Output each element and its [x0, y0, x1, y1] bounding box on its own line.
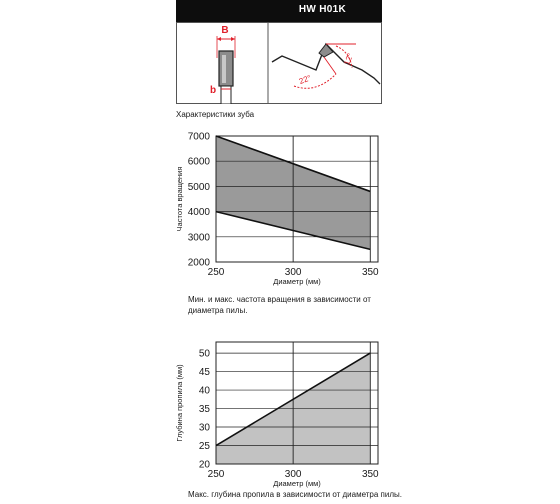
y-tick-label: 4000	[187, 207, 210, 219]
chart-2	[175, 342, 379, 488]
x-tick-label: 300	[284, 469, 302, 480]
label-tooth-width: B	[221, 25, 229, 36]
product-title: HW H01K	[298, 4, 346, 15]
label-clearance-angle: 12°	[342, 51, 355, 67]
y-tick-label: 40	[198, 385, 210, 397]
y-tick-label: 25	[198, 441, 210, 453]
rpm-chart-caption: Мин. и макс. частота вращения в зависимости от диаметра пилы.	[188, 295, 371, 315]
depth-chart-caption: Макс. глубина пропила в зависимости от диаметра пилы.	[188, 490, 402, 499]
y-tick-label: 35	[198, 404, 210, 416]
x-tick-label: 300	[284, 267, 302, 278]
y-tick-label: 30	[198, 422, 210, 434]
y-tick-label: 2000	[187, 257, 210, 269]
y-tick-label: 20	[198, 459, 210, 471]
y-tick-label: 50	[198, 348, 210, 360]
x-axis-label: Диаметр (мм)	[273, 277, 321, 286]
label-body-width: b	[209, 85, 217, 96]
y-axis-label: Частота вращения	[175, 166, 184, 232]
x-tick-label: 250	[207, 469, 225, 480]
y-tick-label: 6000	[187, 156, 210, 168]
y-tick-label: 45	[198, 367, 210, 379]
x-tick-label: 250	[207, 267, 225, 278]
x-axis-label: Диаметр (мм)	[273, 479, 321, 488]
chart-1	[175, 132, 379, 287]
y-tick-label: 3000	[187, 232, 210, 244]
label-rake-angle: 22°	[297, 73, 313, 86]
y-axis-label: Глубина пропила (мм)	[175, 364, 184, 442]
tooth-caption: Характеристики зуба	[176, 110, 255, 119]
y-tick-label: 5000	[187, 181, 210, 193]
x-tick-label: 350	[361, 267, 379, 278]
y-tick-label: 7000	[187, 131, 210, 143]
x-tick-label: 350	[361, 469, 379, 480]
